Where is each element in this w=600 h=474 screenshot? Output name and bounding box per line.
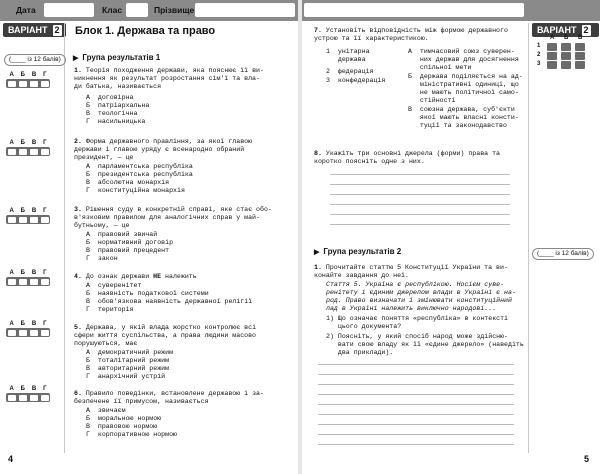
- answer-box-q6[interactable]: А Б В Г: [6, 386, 52, 402]
- task-1: 1. Прочитайте статтю 5 Конституції України та ви- конайте завдання до неї.: [314, 264, 508, 279]
- page-gutter: [298, 0, 302, 474]
- answer-line[interactable]: [330, 214, 510, 215]
- q1-option-d: Г насильницька: [86, 118, 146, 125]
- variant-tab-right: ВАРІАНТ 2: [532, 23, 599, 37]
- q3-options: [86, 231, 173, 263]
- answer-line[interactable]: [330, 184, 510, 185]
- q3-option-b: Б нормативний договір: [86, 239, 174, 246]
- q5-option-b: Б тоталітарний режим: [86, 357, 170, 364]
- q7-option-a: А тимчасовий союз суверен- них держав для досягнення спільної мети: [408, 48, 519, 71]
- q1-option-c: В теологічна: [86, 110, 138, 117]
- q5-options: [86, 349, 173, 381]
- answer-line[interactable]: [330, 174, 510, 175]
- surname-field-continued[interactable]: [304, 3, 524, 17]
- answer-line[interactable]: [318, 374, 514, 375]
- triangle-icon: ▶: [314, 249, 320, 256]
- answer-line[interactable]: [330, 194, 510, 195]
- question-6: 6. Правило поведінки, встановлене державою і за- безпечене її примусом, називається: [74, 390, 264, 405]
- class-label: Клас: [102, 5, 123, 15]
- group-heading-1: ▶ Група результатів 1: [73, 53, 161, 62]
- task1-subquestion-2: 2) Поясніть, у який спосіб народ може здійсню- вати свою владу як її «єдине джерело» (наведіть два приклади).: [326, 333, 524, 356]
- answer-line[interactable]: [318, 424, 514, 425]
- question-4: 4. До ознак держави НЕ належить: [74, 273, 197, 280]
- page-number-left: 4: [8, 454, 14, 464]
- q7-item-2: 2 федерація: [326, 68, 374, 75]
- answer-box-q2[interactable]: А Б В Г: [6, 140, 52, 156]
- answer-line[interactable]: [318, 384, 514, 385]
- q6-option-d: Г корпоративною нормою: [86, 431, 178, 438]
- triangle-icon: ▶: [73, 55, 79, 62]
- q3-option-a: А правовий звичай: [86, 231, 158, 238]
- question-8: 8. Укажіть три основні джерела (форми) права та коротко поясніть одне з них.: [314, 150, 500, 165]
- q4-option-a: А суверенітет: [86, 282, 142, 289]
- question-1: 1. Теорія походження держави, яка пояснює її ви- никнення як результат розростання сім'ї та вла- ди батька, називається: [74, 67, 264, 90]
- q6-option-b: Б моральною нормою: [86, 415, 162, 422]
- q5-option-a: А демократичний режим: [86, 349, 174, 356]
- left-margin-rule: [64, 23, 65, 453]
- q5-option-c: В авторитарний режим: [86, 365, 170, 372]
- class-field[interactable]: [126, 3, 148, 17]
- answer-line[interactable]: [318, 364, 514, 365]
- answer-grid-q7[interactable]: А Б В 1 2 3: [537, 35, 593, 71]
- answer-box-q1[interactable]: А Б В Г: [6, 72, 52, 88]
- q3-option-d: Г закон: [86, 255, 118, 262]
- answer-box-q3[interactable]: А Б В Г: [6, 208, 52, 224]
- question-7: 7. Установіть відповідність між формою державного устрою та її характеристикою.: [314, 27, 508, 42]
- answer-line[interactable]: [330, 204, 510, 205]
- question-5: 5. Держава, у якій влада жорстко контролює всі сфери життя суспільства, а права людини масово порушуються, має: [74, 324, 257, 347]
- answer-line[interactable]: [318, 444, 514, 445]
- date-field[interactable]: [44, 3, 94, 17]
- q2-options: [86, 163, 193, 195]
- block-title: Блок 1. Держава та право: [75, 25, 216, 37]
- task1-subquestion-1: 1) Що означає поняття «республіка» в контексті цього документа?: [326, 315, 509, 330]
- answer-box-q5[interactable]: А Б В Г: [6, 321, 52, 337]
- q7-option-c: В союзна держава, суб'єкти якої мають власні консти- туції та законодавство: [408, 106, 519, 129]
- q2-option-a: А парламентська республіка: [86, 163, 193, 170]
- answer-line[interactable]: [330, 224, 510, 225]
- q5-option-d: Г анархічний устрій: [86, 373, 166, 380]
- q2-option-d: Г конституційна монархія: [86, 187, 185, 194]
- group-heading-2: ▶ Група результатів 2: [314, 247, 402, 256]
- answer-line[interactable]: [318, 414, 514, 415]
- q4-options: [86, 282, 252, 314]
- q4-option-b: Б наявність податкової системи: [86, 290, 209, 297]
- score-left: (____ із 12 балів): [4, 54, 66, 66]
- task1-quote: Стаття 5. Україна є республікою. Носієм суве- ренітету і єдиним джерелом влади в Україні є на- род. Право визначати і змінювати конституційний лад в Україні належить виключно народові...: [326, 281, 516, 312]
- right-margin-rule: [528, 23, 529, 453]
- q4-option-c: В обов'язкова наявність державної релігії: [86, 298, 253, 305]
- q3-option-c: В правовий прецедент: [86, 247, 170, 254]
- q1-options: [86, 94, 149, 126]
- q7-right-column: [408, 48, 523, 130]
- q1-option-a: А договірна: [86, 94, 134, 101]
- question-2: 2. Форма державного правління, за якої главою держави і главою уряду є всенародно обраний президент, — це: [74, 138, 253, 161]
- q7-item-1: 1 унітарна держава: [326, 48, 370, 63]
- date-label: Дата: [16, 5, 36, 15]
- answer-line[interactable]: [318, 404, 514, 405]
- q2-option-c: В абсолютна монархія: [86, 179, 170, 186]
- score-right: (____ із 12 балів): [532, 248, 594, 260]
- q7-left-column: [326, 48, 385, 85]
- q7-item-3: 3 конфедерація: [326, 77, 386, 84]
- q1-option-b: Б патріархальна: [86, 102, 150, 109]
- answer-line[interactable]: [318, 434, 514, 435]
- q7-option-b: Б держава поділяється на ад- міністративні одиниці, що не мають політичної само- стійності: [408, 73, 523, 104]
- surname-label: Прізвище: [154, 5, 195, 15]
- q4-option-d: Г територія: [86, 306, 134, 313]
- q2-option-b: Б президентська республіка: [86, 171, 193, 178]
- page-number-right: 5: [584, 454, 590, 464]
- surname-field[interactable]: [195, 3, 295, 17]
- q6-options: [86, 407, 177, 439]
- q6-option-a: А звичаєм: [86, 407, 126, 414]
- answer-box-q4[interactable]: А Б В Г: [6, 270, 52, 286]
- answer-line[interactable]: [318, 394, 514, 395]
- question-3: 3. Рішення суду в конкретній справі, яке стає обо- в'язковим правилом для аналогічних справ у май- бутньому, — це: [74, 206, 272, 229]
- variant-tab-left: ВАРІАНТ 2: [3, 23, 66, 37]
- q6-option-c: В правовою нормою: [86, 423, 158, 430]
